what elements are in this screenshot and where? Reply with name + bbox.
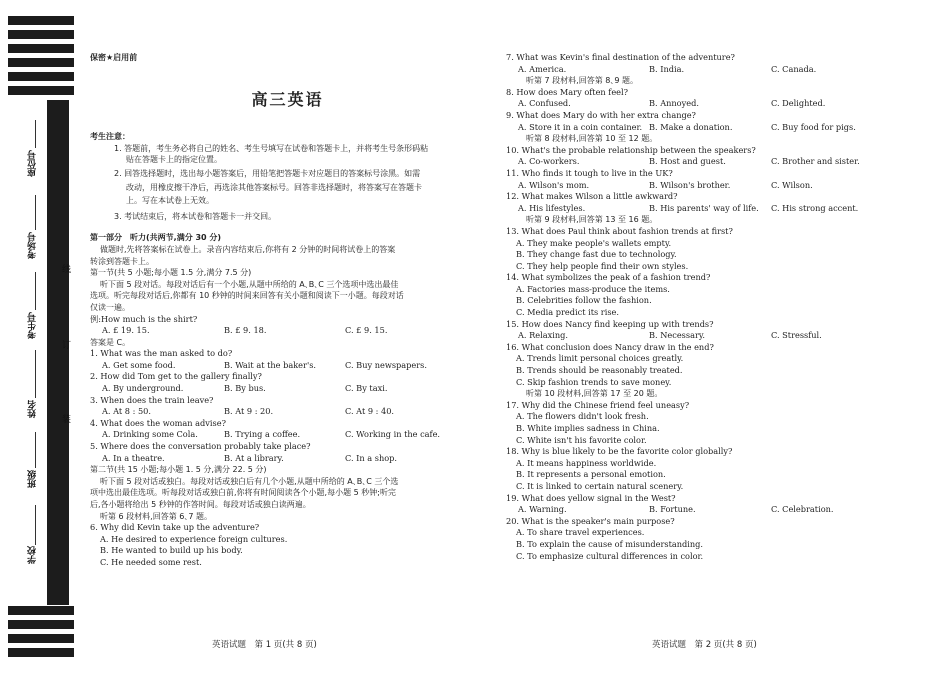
options-row [90,453,485,465]
blank-line [35,350,36,398]
question: 7. What was Kevin's final destination of the adventure? [506,52,735,62]
question: 11. Who finds it tough to live in the UK? [506,167,673,178]
option: A. He desired to experience foreign cultures. [100,533,288,544]
option: B. Wilson's brother. [649,179,731,190]
option: A. Store it in a coin container. [518,121,643,132]
option: B. By bus. [224,383,266,394]
page-2-footer: 英语试题 第 2 页(共 8 页) [652,640,757,650]
section1-intro: 选项。听完每段对话后,你都有 10 秒钟的时间来回答有关小题和阅读下一小题。每段对话 [90,291,404,301]
option: B. His parents' way of life. [649,202,759,213]
notice-line: 1. 答题前，考生务必将自己的姓名、考生号填写在试卷和答题卡上，并将考生号条形码粘 [114,143,429,153]
option: A. Relaxing. [518,330,568,341]
option: A. Drinking some Cola. [102,429,198,440]
option: A. In a theatre. [102,452,165,463]
option: B. Celebrities follow the fashion. [516,295,652,306]
name-label: 姓名 [28,400,38,418]
option: B. India. [649,63,685,74]
page-2 [506,52,861,562]
class-label: 班级 [28,470,38,488]
confidential-mark: 保密★启用前 [90,53,138,62]
example-answer: 答案是 C。 [90,337,131,347]
option: A. £ 19. 15. [102,325,150,336]
option: C. Buy food for pigs. [771,121,856,132]
blank-line [35,272,36,310]
page-1-footer: 英语试题 第 1 页(共 8 页) [212,640,317,650]
option: B. Fortune. [649,504,696,515]
options-row [90,360,485,372]
question: 1. What was the man asked to do? [90,348,233,359]
option: B. Annoyed. [649,98,699,109]
option: A. Wilson's mom. [518,179,590,190]
question: 13. What does Paul think about fashion trends at first? [506,225,733,236]
option: B. Necessary. [649,330,705,341]
exam-room-label: 考场号 [28,232,38,259]
option: B. Make a donation. [649,121,733,132]
option: C. Buy newspapers. [345,359,427,370]
blank-line [35,432,36,468]
blank-line [35,120,36,148]
binding-mark-line: 线 [62,265,72,275]
question: 5. Where does the conversation probably take place? [90,441,311,452]
option: B. Trends should be reasonably treated. [516,365,683,376]
option: B. They change fast due to technology. [516,249,677,260]
option: A. America. [518,63,567,74]
option: C. Celebration. [771,504,834,515]
option: C. Brother and sister. [771,156,860,167]
options-row [506,203,861,215]
option: A. At 8 : 50. [102,406,151,417]
section2-heading: 第二节(共 15 小题;每小题 1. 5 分,满分 22. 5 分) [90,465,267,475]
option: B. Trying a coffee. [224,429,301,440]
option: C. Delighted. [771,98,826,109]
option: B. It represents a personal emotion. [516,469,666,480]
option: C. At 9 : 40. [345,406,395,417]
question: 12. What makes Wilson a little awkward? [506,191,678,202]
option: B. At 9 : 20. [224,406,274,417]
binding-mark-bind: 装 [62,415,72,425]
option: A. Warning. [518,504,567,515]
options-row [506,180,861,192]
option: B. White implies sadness in China. [516,423,660,433]
option: A. Factories mass-produce the items. [516,283,670,294]
option: A. By underground. [102,383,184,394]
options-row [90,383,485,395]
notice-line: 上。写在本试卷上无效。 [126,196,214,206]
option: A. It means happiness worldwide. [516,457,657,468]
option: A. Get some food. [102,359,176,370]
page-1 [90,52,485,569]
option: B. Wait at the baker's. [224,359,317,370]
option: A. They make people's wallets empty. [516,237,672,248]
part1-heading: 第一部分 听力(共两节,满分 30 分) [90,233,222,243]
example-options [90,325,485,337]
option: C. His strong accent. [771,202,859,213]
question: 18. Why is blue likely to be the favorite color globally? [506,446,733,457]
option: B. He wanted to build up his body. [100,545,243,556]
question: 4. What does the woman advise? [90,417,226,428]
material-instruction: 听第 6 段材料,回答第 6､7 题。 [100,511,212,521]
question: 15. How does Nancy find keeping up with trends? [506,318,714,329]
part1-intro: 转涂到答题卡上。 [90,256,154,266]
option: C. Media predict its rise. [516,307,619,318]
notice-line: 改动，用橡皮擦干净后，再选涂其他答案标号。回答非选择题时，将答案写在答题卡 [126,182,422,192]
option: C. To emphasize cultural differences in color. [516,550,704,561]
option: C. It is linked to certain natural scenery. [516,480,684,491]
options-row [506,64,861,76]
material-instruction: 听第 8 段材料,回答第 10 至 12 题。 [526,134,658,144]
section2-intro: 后,各小题将给出 5 秒钟的作答时间。每段对话或独白读两遍。 [90,500,311,509]
notice-line: 3. 考试结束后，将本试卷和答题卡一并交回。 [114,211,277,221]
option: B. At a library. [224,452,284,463]
option: A. Confused. [518,98,571,109]
option: C. In a shop. [345,452,398,463]
blank-line [35,195,36,230]
option: A. To share travel experiences. [516,527,645,538]
option: C. By taxi. [345,383,388,394]
question: 10. What's the probable relationship between the speakers? [506,144,756,155]
option: C. Skip fashion trends to save money. [516,376,672,387]
option: B. £ 9. 18. [224,325,267,336]
section1-intro: 听下面 5 段对话。每段对话后有一个小题,从题中所给的 A､B､C 三个选项中选出最佳 [100,279,399,289]
question: 3. When does the train leave? [90,394,214,405]
options-row [506,122,861,134]
material-instruction: 听第 9 段材料,回答第 13 至 16 题。 [526,215,658,225]
question: 16. What conclusion does Nancy draw in the end? [506,341,714,352]
question: 8. How does Mary often feel? [506,86,629,97]
notice-line: 贴在答题卡上的指定位置。 [126,155,222,165]
example-question: 例:How much is the shirt? [90,313,198,324]
seat-number-label: 座位号 [28,150,38,177]
student-number-label: 考生号 [28,312,38,339]
section1-intro: 仅读一遍。 [90,302,130,312]
option: A. His lifestyles. [518,202,586,213]
options-row [506,330,861,342]
option: C. £ 9. 15. [345,325,388,336]
option: B. To explain the cause of misunderstanding. [516,538,703,549]
question: 20. What is the speaker's main purpose? [506,515,675,526]
question: 19. What does yellow signal in the West? [506,492,676,503]
material-instruction: 听第 7 段材料,回答第 8､9 题。 [526,76,638,86]
part1-intro: 做题时,先将答案标在试卷上。录音内容结束后,你将有 2 分钟的时间将试卷上的答案 [100,244,396,254]
binding-mark-staple: 订 [62,341,72,351]
options-row [506,504,861,516]
school-label: 学校 [28,546,38,564]
option: C. Stressful. [771,330,822,341]
option: C. Wilson. [771,179,813,190]
section2-intro: 项中选出最佳选项。听每段对话或独白前,你将有时间阅读各个小题,每小题 5 秒钟;听完 [90,488,396,498]
binding-bar [47,100,72,605]
option: C. White isn't his favorite color. [516,434,647,445]
option: C. Working in the cafe. [345,429,441,440]
options-row [506,156,861,168]
option: B. Host and guest. [649,156,726,167]
option: C. Canada. [771,63,817,74]
option: A. Trends limit personal choices greatly. [516,353,684,364]
material-instruction: 听第 10 段材料,回答第 17 至 20 题。 [526,389,663,399]
section2-intro: 听下面 5 段对话或独白。每段对话或独白后有几个小题,从题中所给的 A､B､C 三个选 [100,476,399,486]
options-row [506,98,861,110]
option: C. He needed some rest. [100,556,202,567]
options-row [90,429,485,441]
option: A. The flowers didn't look fresh. [516,411,649,422]
blank-line [35,505,36,545]
question: 2. How did Tom get to the gallery finally? [90,371,262,382]
options-row [90,406,485,418]
notice-line: 2. 回答选择题时，选出每小题答案后，用铅笔把答题卡对应题目的答案标号涂黑。如需 [114,168,421,178]
notice-heading: 考生注意： [90,132,130,142]
question: 9. What does Mary do with her extra change? [506,109,696,120]
question: 14. What symbolizes the peak of a fashion trend? [506,272,711,283]
section1-heading: 第一节(共 5 小题;每小题 1.5 分,满分 7.5 分) [90,268,252,278]
question: 17. Why did the Chinese friend feel uneasy? [506,399,690,410]
exam-title: 高三英语 [251,89,324,109]
question: 6. Why did Kevin take up the adventure? [90,522,260,533]
option: C. They help people find their own styles. [516,260,689,271]
option: A. Co-workers. [518,156,580,167]
